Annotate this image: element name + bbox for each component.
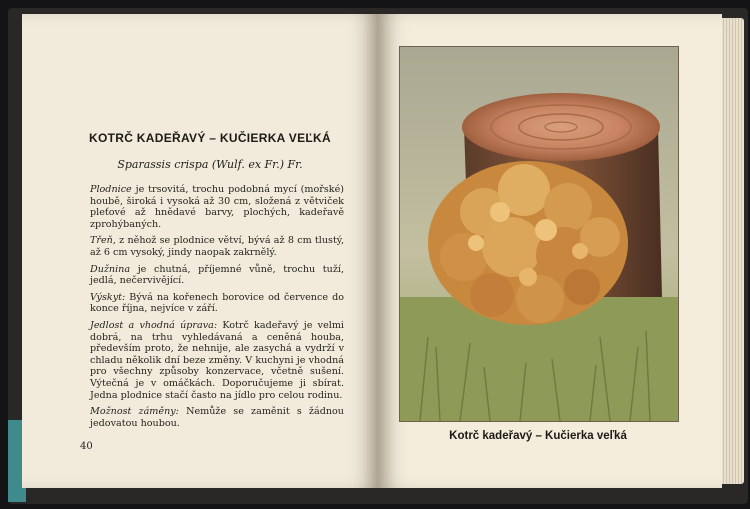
paragraph-vyskyt: Výskyt: Bývá na kořenech borovice od července do konce října, nejvíce v září.	[90, 291, 344, 315]
paragraph-duznina: Dužnina je chutná, příjemné vůně, trochu tuží, jedlá, nečervivějící.	[90, 263, 344, 287]
page-number: 40	[80, 441, 93, 452]
paragraph-jedlost: Jedlost a vhodná úprava: Kotrč kadeřavý je velmi dobrá, na trhu vyhledávaná a ceněná houba, především proto, že nehnije, ale zasychá a vydrží v chladu několik dní beze změny. V kuchyni je vhodná pro všechny způsoby konzervace, včetně sušení. Výtečná je v omáčkách. Doporučujeme ji sbírat. Jedna plodnice stačí často na jídlo pro celou rodinu.	[90, 319, 344, 401]
description-text	[90, 184, 344, 434]
mushroom-cluster	[428, 161, 628, 325]
mushroom-illustration	[399, 46, 679, 422]
paragraph-tren: Třeň, z něhož se plodnice větví, bývá až 8 cm tlustý, až 6 cm vysoký, jindy naopak zakrnělý.	[90, 235, 344, 258]
illustration-caption: Kotrč kadeřavý – Kučierka veľká	[449, 430, 627, 442]
page-title: KOTRČ KADEŘAVÝ – KUČIERKA VEĽKÁ	[89, 131, 331, 145]
paragraph-plodnice: Plodnice je trsovitá, trochu podobná mycí (mořské) houbě, široká i vysoká až 30 cm, složená z větviček pleťové až hnědavé barvy, plochých, kadeřavě zprohýbaných.	[90, 184, 344, 230]
latin-name: Sparassis crispa (Wulf. ex Fr.) Fr.	[117, 158, 303, 171]
paragraph-zamena: Možnost záměny: Nemůže se zaměnit s žádnou jedovatou houbou.	[90, 406, 344, 429]
